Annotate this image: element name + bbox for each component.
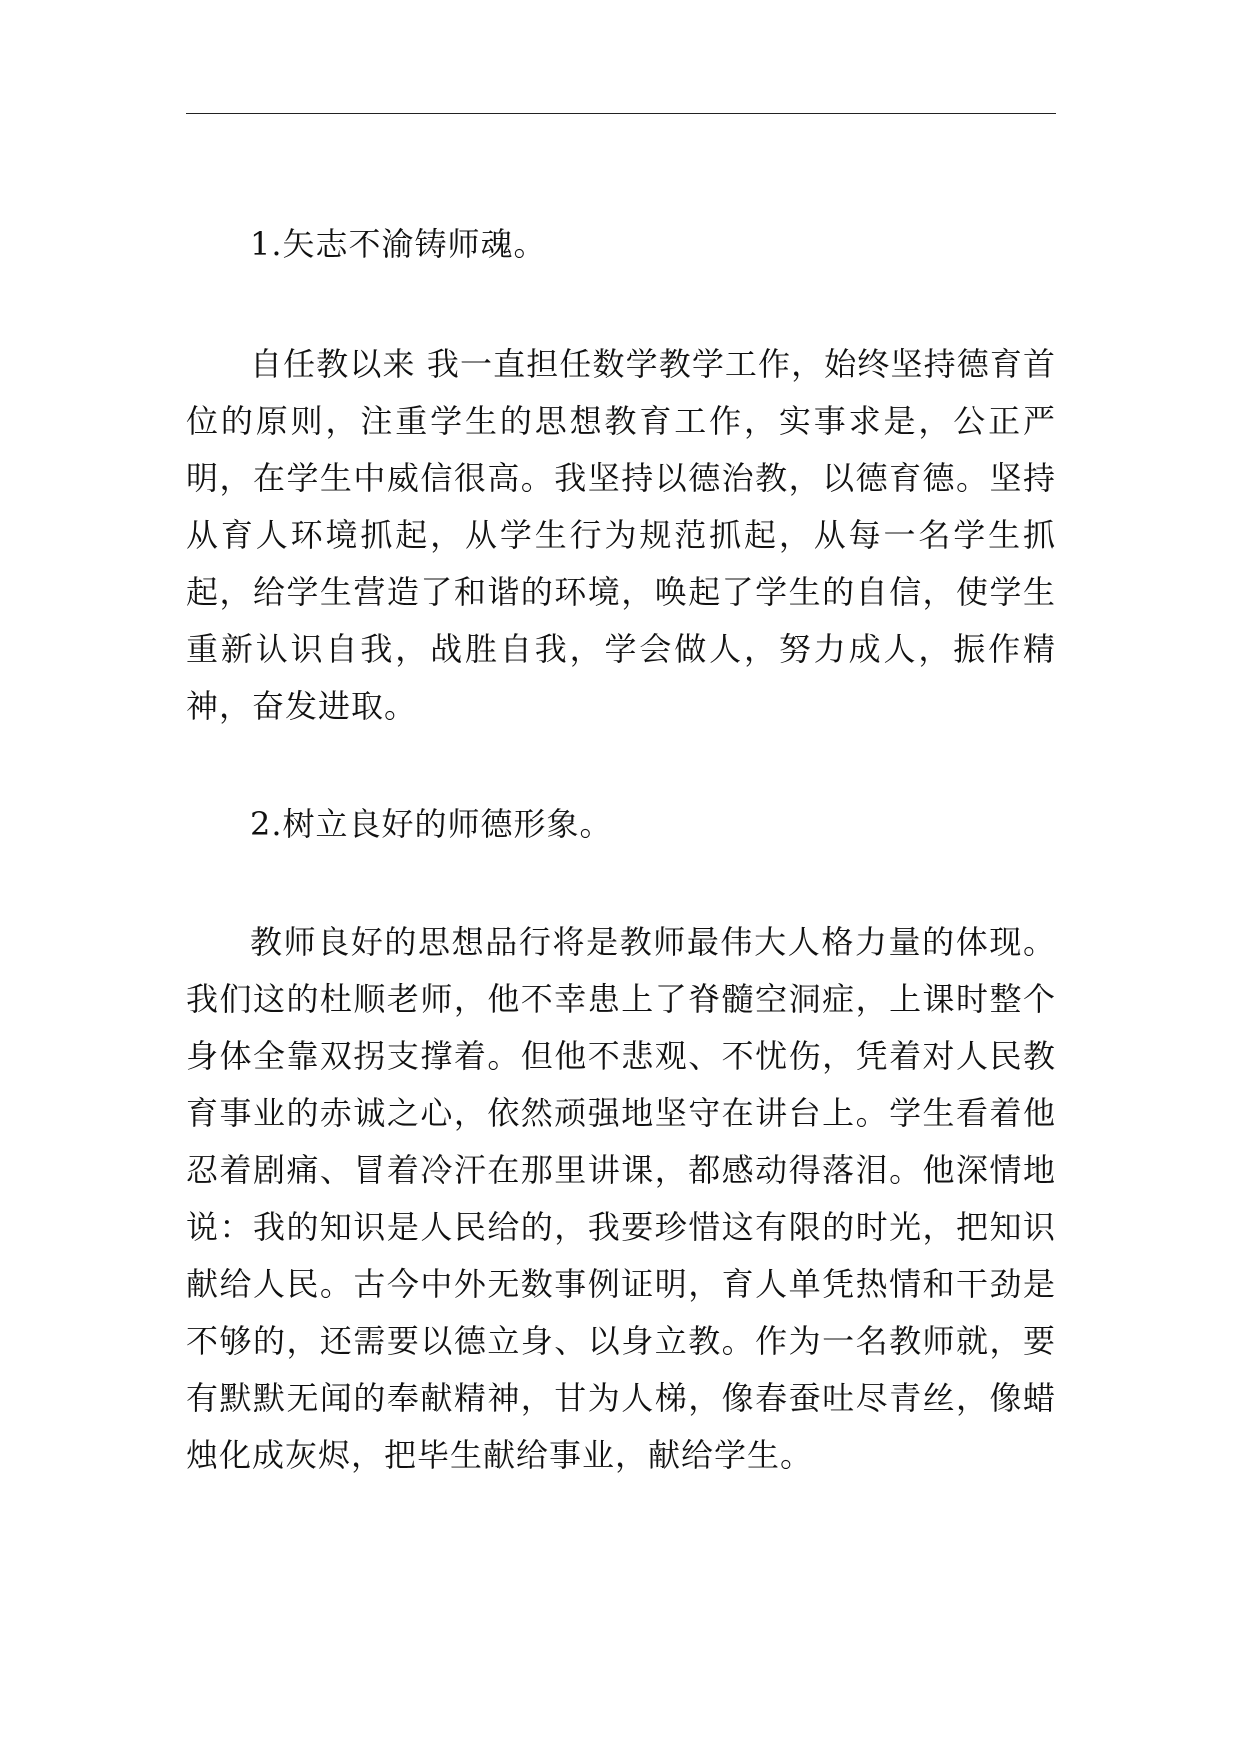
section-heading-1: 1.矢志不渝铸师魂。 bbox=[250, 225, 547, 263]
section-heading-2: 2.树立良好的师德形象。 bbox=[250, 805, 613, 843]
header-rule bbox=[186, 113, 1056, 114]
paragraph-1: 自任教以来 我一直担任数学教学工作，始终坚持德育首位的原则，注重学生的思想教育工作，实事求是，公正严明，在学生中威信很高。我坚持以德治教，以德育德。坚持从育人环境抓起，从学生行为规范抓起，从每一名学生抓起，给学生营造了和谐的环境，唤起了学生的自信，使学生重新认识自我，战胜自我，学会做人，努力成人，振作精神，奋发进取。 bbox=[186, 345, 1056, 725]
paragraph-2: 教师良好的思想品行将是教师最伟大人格力量的体现。我们这的杜顺老师，他不幸患上了脊髓空洞症，上课时整个身体全靠双拐支撑着。但他不悲观、不忧伤，凭着对人民教育事业的赤诚之心，依然顽强地坚守在讲台上。学生看着他忍着剧痛、冒着冷汗在那里讲课，都感动得落泪。他深情地说：我的知识是人民给的，我要珍惜这有限的时光，把知识献给人民。古今中外无数事例证明，育人单凭热情和干劲是不够的，还需要以德立身、以身立教。作为一名教师就，要有默默无闻的奉献精神，甘为人梯，像春蚕吐尽青丝，像蜡烛化成灰烬，把毕生献给事业，献给学生。 bbox=[186, 923, 1056, 1474]
